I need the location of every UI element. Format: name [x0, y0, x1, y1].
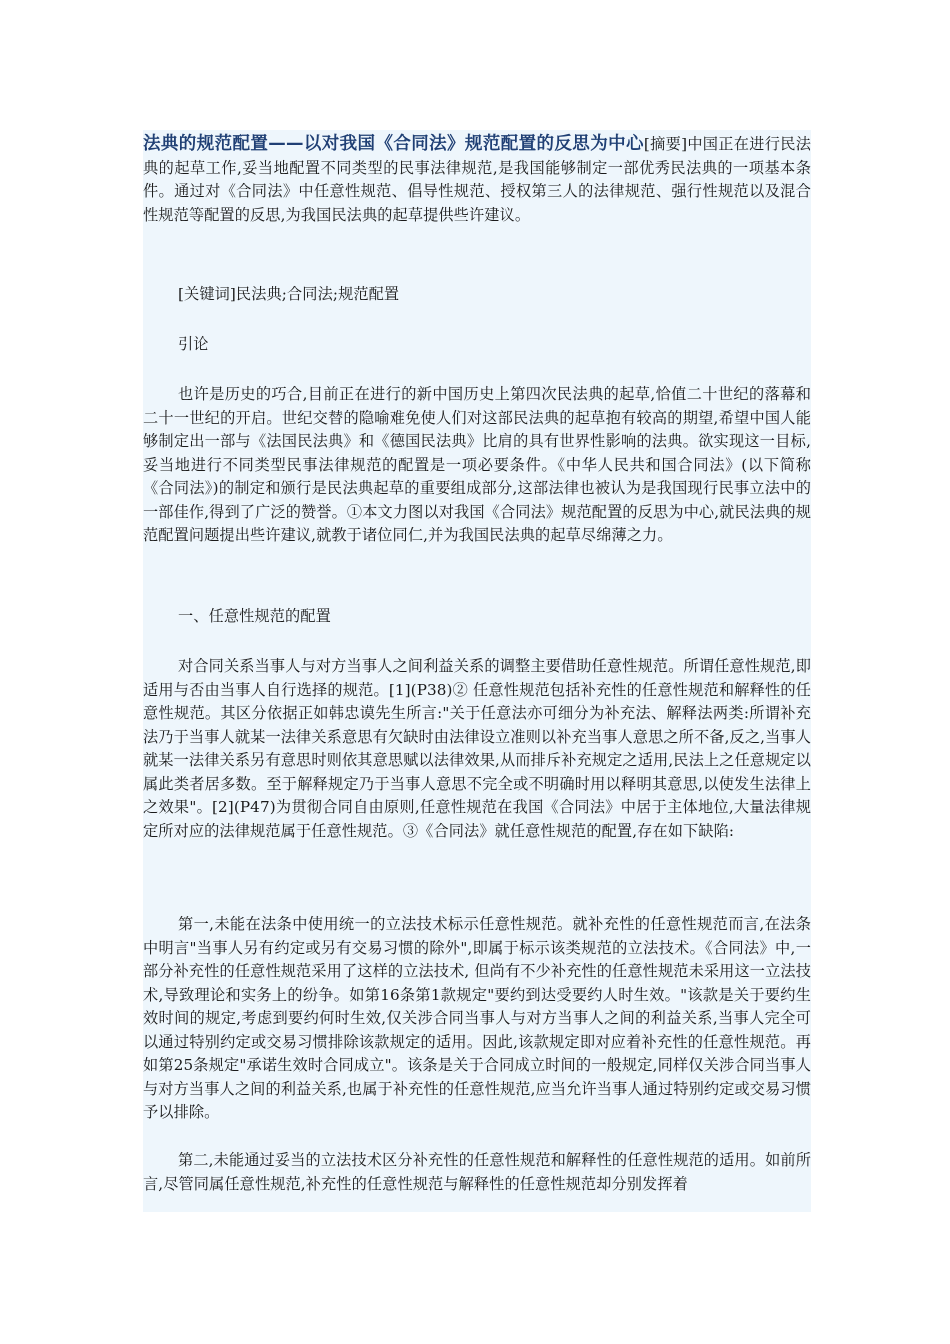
keywords-line: [关键词]民法典;合同法;规范配置	[178, 285, 400, 303]
second-defect-paragraph: 第二,未能通过妥当的立法技术区分补充性的任意性规范和解释性的任意性规范的适用。如前所言,尽管同属任意性规范,补充性的任意性规范与解释性的任意性规范却分别发挥着	[143, 1151, 811, 1193]
section1-paragraph: 对合同关系当事人与对方当事人之间利益关系的调整主要借助任意性规范。所谓任意性规范,即适用与否由当事人自行选择的规范。[1](P38)② 任意性规范包括补充性的任意性规范和解释性的任意性规范。其区分依据正如韩忠谟先生所言:"关于任意法亦可细分为补充法、解释法两类:所谓补充法乃于当事人就某一法律关系意思有欠缺时由法律设立准则以补充当事人意思之所不备,反之,当事人就某一法律关系另有意思时则依其意思赋以法律效果,从而排斥补充规定之适用,民法上之任意规定以属此类者居多数。至于解释规定乃于当事人意思不完全或不明确时用以释明其意思,以使发生法律上之效果"。[2](P47)为贯彻合同自由原则,任意性规范在我国《合同法》中居于主体地位,大量法律规定所对应的法律规范属于任意性规范。③《合同法》就任意性规范的配置,存在如下缺陷:	[143, 657, 811, 840]
intro-paragraph: 也许是历史的巧合,目前正在进行的新中国历史上第四次民法典的起草,恰值二十世纪的落幕和二十一世纪的开启。世纪交替的隐喻难免使人们对这部民法典的起草抱有较高的期望,希望中国人能够制定出一部与《法国民法典》和《德国民法典》比肩的具有世界性影响的法典。欲实现这一目标,妥当地进行不同类型民事法律规范的配置是一项必要条件。《中华人民共和国合同法》(以下简称《合同法》)的制定和颁行是民法典起草的重要组成部分,这部法律也被认为是我国现行民事立法中的一部佳作,得到了广泛的赞誉。①本文力图以对我国《合同法》规范配置的反思为中心,就民法典的规范配置问题提出些许建议,就教于诸位同仁,并为我国民法典的起草尽绵薄之力。	[143, 385, 811, 544]
first-defect-paragraph: 第一,未能在法条中使用统一的立法技术标示任意性规范。就补充性的任意性规范而言,在法条中明言"当事人另有约定或另有交易习惯的除外",即属于标示该类规范的立法技术。《合同法》中,一部分补充性的任意性规范采用了这样的立法技术, 但尚有不少补充性的任意性规范未采用这一立法技术,导致理论和实务上的纷争。如第16条第1款规定"要约到达受要约人时生效。"该款是关于要约生效时间的规定,考虑到要约何时生效,仅关涉合同当事人与对方当事人之间的利益关系,当事人完全可以通过特别约定或交易习惯排除该款规定的适用。因此,该款规定即对应着补充性的任意性规范。再如第25条规定"承诺生效时合同成立"。该条是关于合同成立时间的一般规定,同样仅关涉合同当事人与对方当事人之间的利益关系,也属于补充性的任意性规范,应当允许当事人通过特别约定或交易习惯予以排除。	[143, 915, 811, 1121]
title-and-abstract	[143, 133, 811, 227]
article-title: 法典的规范配置——以对我国《合同法》规范配置的反思为中心	[143, 134, 644, 154]
intro-heading: 引论	[178, 335, 209, 353]
article-body	[143, 130, 811, 1212]
section1-heading: 一、任意性规范的配置	[178, 607, 331, 625]
abstract-text: [摘要]中国正在进行民法典的起草工作,妥当地配置不同类型的民事法律规范,是我国能够制定一部优秀民法典的一项基本条件。通过对《合同法》中任意性规范、倡导性规范、授权第三人的法律规范、强行性规范以及混合性规范等配置的反思,为我国民法典的起草提供些许建议。	[143, 135, 811, 224]
